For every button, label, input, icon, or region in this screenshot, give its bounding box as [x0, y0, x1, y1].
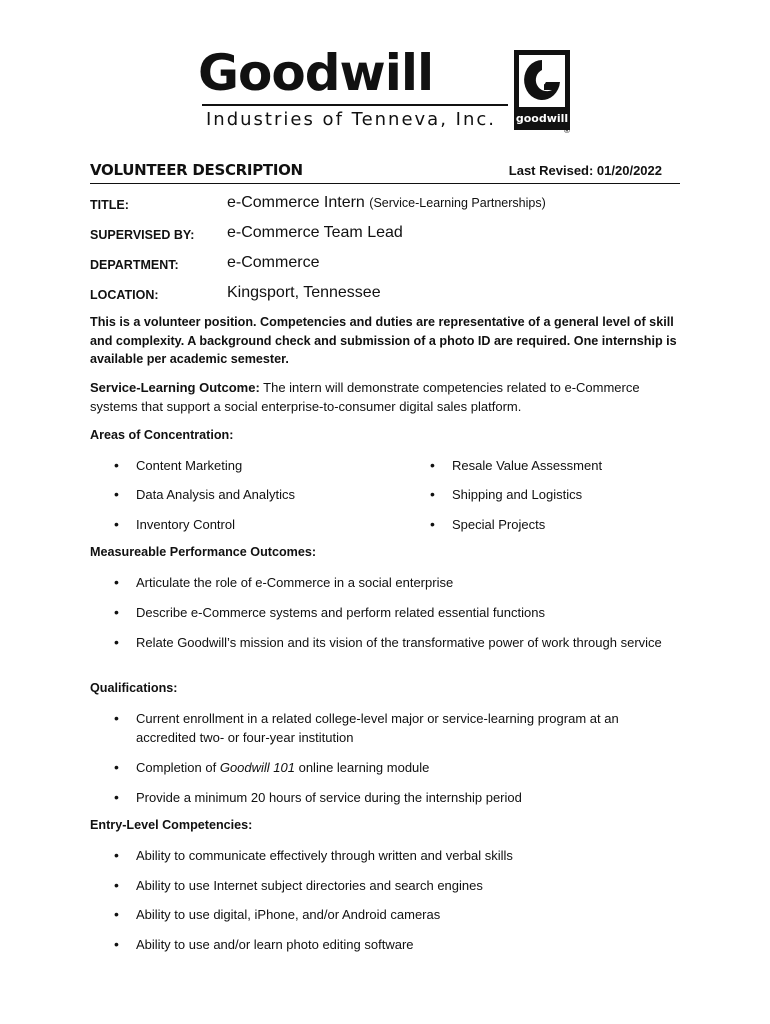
measurable-outcomes-list	[114, 573, 674, 652]
logo-subtitle: Industries of Tenneva, Inc.	[206, 109, 496, 130]
area-item: • Content Marketing	[114, 457, 243, 473]
department-label: DEPARTMENT:	[90, 258, 179, 272]
list-item: • Ability to use and/or learn photo editing software	[114, 935, 674, 954]
title-value	[227, 194, 546, 212]
registered-mark: ®	[564, 126, 570, 135]
list-item: • Ability to communicate effectively through written and verbal skills	[114, 846, 674, 865]
outcome-label: Service-Learning Outcome:	[90, 380, 260, 395]
list-item: • Ability to use digital, iPhone, and/or Android cameras	[114, 905, 674, 924]
intro-paragraph: This is a volunteer position. Competencies and duties are representative of a general level of skill and complexity. A background check and submission of a photo ID are required. One internship is available per academic semester.	[90, 315, 677, 366]
location-value: Kingsport, Tennessee	[227, 284, 381, 301]
area-item: • Shipping and Logistics	[430, 486, 583, 502]
list-item: • Completion of Goodwill 101 online learning module	[114, 758, 674, 777]
logo-mark-text: goodwill	[515, 112, 569, 125]
location-label: LOCATION:	[90, 288, 159, 302]
title-value-text: e-Commerce Intern	[227, 194, 365, 211]
course-name: Goodwill 101	[219, 760, 295, 775]
list-item: • Ability to use Internet subject directories and search engines	[114, 876, 674, 895]
area-item: • Resale Value Assessment	[430, 457, 603, 473]
area-item: • Data Analysis and Analytics	[114, 486, 295, 502]
smiling-g-logo-icon	[514, 50, 570, 130]
department-value: e-Commerce	[227, 254, 320, 271]
list-item: • Relate Goodwill’s mission and its vision of the transformative power of work through service	[114, 633, 674, 652]
list-item: • Current enrollment in a related college-level major or service-learning program at an accredited two- or four-year institution	[114, 709, 674, 747]
logo-divider	[202, 104, 508, 106]
document-header	[90, 161, 680, 184]
supervised-by-value: e-Commerce Team Lead	[227, 224, 403, 241]
last-revised-date: Last Revised: 01/20/2022	[508, 163, 662, 178]
title-note: (Service-Learning Partnerships)	[369, 196, 546, 210]
title-label: TITLE:	[90, 198, 129, 212]
areas-heading: Areas of Concentration:	[90, 428, 234, 442]
list-item: • Articulate the role of e-Commerce in a social enterprise	[114, 573, 674, 592]
logo-wordmark: Goodwill	[198, 44, 434, 102]
supervised-by-label: SUPERVISED BY:	[90, 228, 195, 242]
outcome-text: The intern will demonstrate competencies related to e-Commerce systems that support a social enterprise-to-consumer digital sales platform.	[90, 380, 640, 414]
competencies-list	[114, 846, 674, 954]
list-item: • Describe e-Commerce systems and perform related essential functions	[114, 603, 674, 622]
list-item: • Provide a minimum 20 hours of service during the internship period	[114, 788, 674, 807]
area-item: • Special Projects	[430, 516, 546, 532]
document-title: VOLUNTEER DESCRIPTION	[90, 161, 303, 179]
measurable-outcomes-heading: Measureable Performance Outcomes:	[90, 545, 317, 559]
competencies-heading: Entry-Level Competencies:	[90, 818, 253, 832]
qualifications-heading: Qualifications:	[90, 681, 178, 695]
qualifications-list	[114, 709, 674, 807]
service-learning-outcome	[90, 378, 680, 416]
area-item: • Inventory Control	[114, 516, 235, 532]
goodwill-logo	[198, 44, 578, 140]
